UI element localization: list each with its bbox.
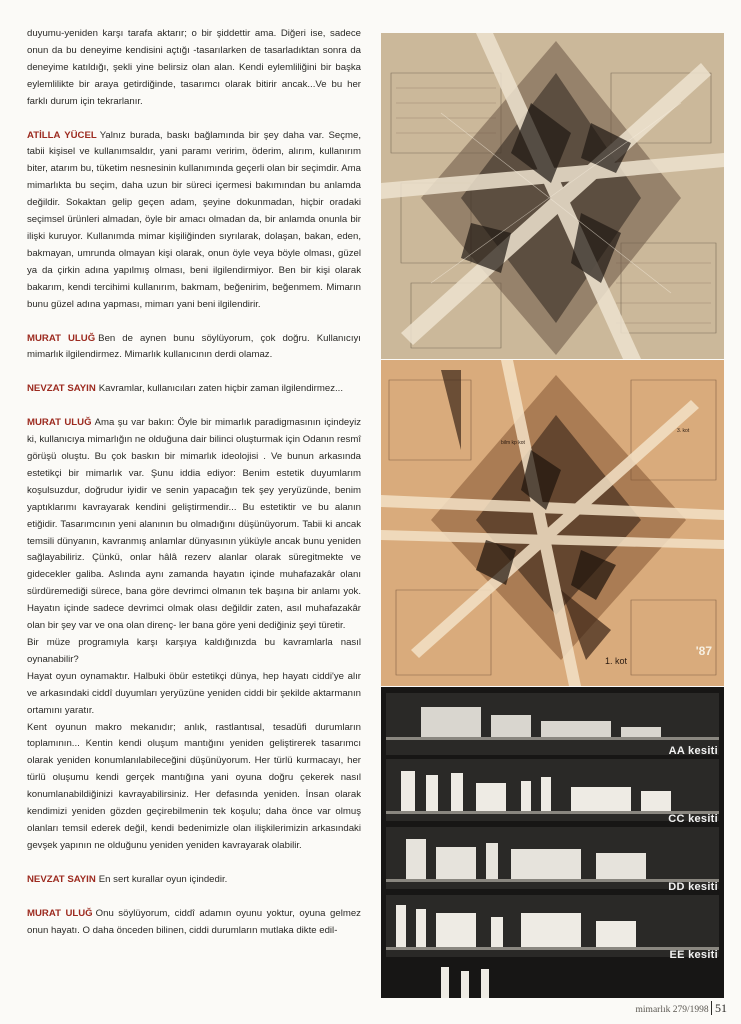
paragraph <box>27 720 361 855</box>
drawing-year: '87 <box>695 644 712 658</box>
building-sections <box>381 687 724 998</box>
speaker-name: NEVZAT SAYIN <box>27 383 96 395</box>
paragraph-text: En sert kurallar oyun içindedir. <box>98 873 228 885</box>
paragraph-text: Ama şu var bakın: Öyle bir mimarlık paradigmasının içindeyiz ki, kullanıcıya mimarlığın ne olduğuna dair bilinci oluşturmak için Odanın resmî görüşü oluştu. Bu çok baskın bir mimarlık ideolojisi . Ve bunun arkasında estetikçi bir mimarlık var. Şunu iddia ediyor: Benim estetik duyumlarım koşulsuzdur, doğrudur iyidir ve senin yapacağın tek şey yeryüzünde, benim yaptıklarımı kavrayarak kendini geliştirmendir... Bu estetiktir ve bu alanın etiğidir. Tasarımcının yeni alanının bu olmadığını düşünüyorum. Tabii ki ancak temsili dünyanın, kavranmış anlamlar dünyasının yüküyle ancak bunu yeniden sağlayabiliriz. Çünkü, onlar hâlâ rezerv alanlar olarak süregitmekte ve gidecekler galiba. Aslında aynı zamanda hayatın içinde muhafazakâr olanı sürdüremediği sürece, bana göre devrimci olmanın tek başına bir anlamı yok. Hayatın içinde sadece devrimci olmak olası değildir zaten, asıl muhafazakâr olan bir şey var ve ona olan direnç- ler bana göre yeni dediğiniz şeyi türetir. <box>27 417 361 632</box>
section-label-cc: CC kesiti <box>668 813 718 825</box>
section-label-aa: AA kesiti <box>668 745 718 757</box>
page-number: 51 <box>711 1001 727 1015</box>
plan2-note-a: bilm kp kot <box>501 440 525 446</box>
paragraph <box>27 872 361 889</box>
magazine-issue: mimarlık 279/1998 <box>635 1005 709 1015</box>
paragraph <box>27 635 361 669</box>
section-label-ee: EE kesiti <box>669 949 718 961</box>
paragraph-text: Bir müze programıyla karşı karşıya kaldığınızda bu kavramlarla nasıl oynanabilir? <box>27 637 361 665</box>
paragraph-text: Ben de aynen bunu söylüyorum, çok doğru. Kullanıcıyı mimarlık ilgilendirmez. Mimarlık kullanıcının derdi olamaz. <box>27 332 361 361</box>
paragraph <box>27 381 361 398</box>
section-label-dd: DD kesiti <box>668 881 718 893</box>
paragraph-text: Hayat oyun oynamaktır. Halbuki öbür estetikçi dünya, hep hayatı ciddi'ye alır ve arkasındaki ciddî duyumları yeryüzüne yeniden ciddi bir şekilde aktarmanın ortamını yaratır. <box>27 670 361 716</box>
site-plan-drawing-1 <box>381 33 724 359</box>
paragraph-text: Onu söylüyorum, ciddî adamın oyunu yoktur, oyuna gelmez onun hayatı. O daha önceden bilinen, ciddi durumların mutlaka dikte edil- <box>27 907 361 936</box>
paragraph-text: Kavramlar, kullanıcıları zaten hiçbir zaman ilgilendirmez... <box>98 383 343 395</box>
plan2-caption: 1. kot <box>605 656 628 666</box>
speaker-name: NEVZAT SAYIN <box>27 873 96 885</box>
article-text <box>27 26 361 957</box>
paragraph-text: duyumu-yeniden karşı tarafa aktarır; o bir şiddettir ama. Diğeri ise, sadece onun da bu deneyime kendisini açtığı -tasarılarken de tasarladıktan sonra da deneyime katıldığı, şekli yine belirsiz olan alan. Kendi eylemliliğini bir başka eylemlilikte bir araya getirdiğinde, tasarımcı olarak bitirir ancak...Ve bu her farklı durum için tekrarlanır. <box>27 28 361 107</box>
site-plan-2-graphic <box>381 360 724 686</box>
figure-column <box>381 33 724 998</box>
page-footer <box>636 1001 727 1016</box>
speaker-name: MURAT ULUĞ <box>27 332 96 344</box>
speaker-name: ATİLLA YÜCEL <box>27 129 97 141</box>
site-plan-drawing-2 <box>381 360 724 686</box>
paragraph <box>27 415 361 635</box>
speaker-name: MURAT ULUĞ <box>27 907 93 919</box>
paragraph <box>27 128 361 314</box>
paragraph-text: Yalnız burada, baskı bağlamında bir şey daha var. Seçme, tabii kişisel ve kullanımsaldır, yani paramı veririm, öderim, alırım, kullanırım biter, atarım bu, tüketim nesnesinin kullanımında geçerli olan bir seçimdir. Ama mimarlıkta bu seçim, daha uzun bir süreci içermesi bakımından bu anlamda değildir. Sokaktan gelip geçen adam, şeyine dokunmadan, hiçbir oradaki seçimsel ürünleri almadan, öyle bir amacı olmadan da, bir anlamda onunla bir ilişki kuruyor. Kullanımda mimar kişiliğinden sıyrılarak, dolaşan, bakan, eden, bakmayan, umrunda olmayan kişi olarak, onun öyle veya böyle olması, güzel ya da çirkin adına yapılmış olması, beni ilgilendirmiyor. Ben bir kişi olarak bakarım, kendi tercihimi kullanırım, bakmam, beğenirim, beğenmem. Mimarın bunu güzel adına yapması, mimarı yani beni ilgilendirir. <box>27 129 361 310</box>
site-plan-1-graphic <box>381 33 724 359</box>
paragraph <box>27 906 361 940</box>
paragraph-text: Kent oyunun makro mekanıdır; anlık, rastlantısal, tesadüfi durumların toplamının... Kentin kendi oluşum mantığını yeniden geliştirerek tasarımcı olarak yeniden konumlanılabileceğini düşünüyorum. Her türlü kurmacayı, her türlü oluşumu kendi gerçek mantığına yani oyuna doğru çekerek nasıl konumlanabildiğinizi kavrayabilirsiniz. Her defasında yeniden. İnsan olarak kendimizi yeniden gözden geçirebilmenin tek koşulu; daha önce var olmuş olanları temsil ederek değil, kendi bedenimizle olan ilişkilerimizin arkasındaki gevşek yapının ne olduğunu yeniden yeniden kavrayarak olabilir. <box>27 721 361 851</box>
paragraph <box>27 26 361 111</box>
speaker-name: MURAT ULUĞ <box>27 417 92 429</box>
paragraph <box>27 669 361 720</box>
paragraph <box>27 331 361 365</box>
plan2-note-b: 3. kot <box>677 428 690 434</box>
